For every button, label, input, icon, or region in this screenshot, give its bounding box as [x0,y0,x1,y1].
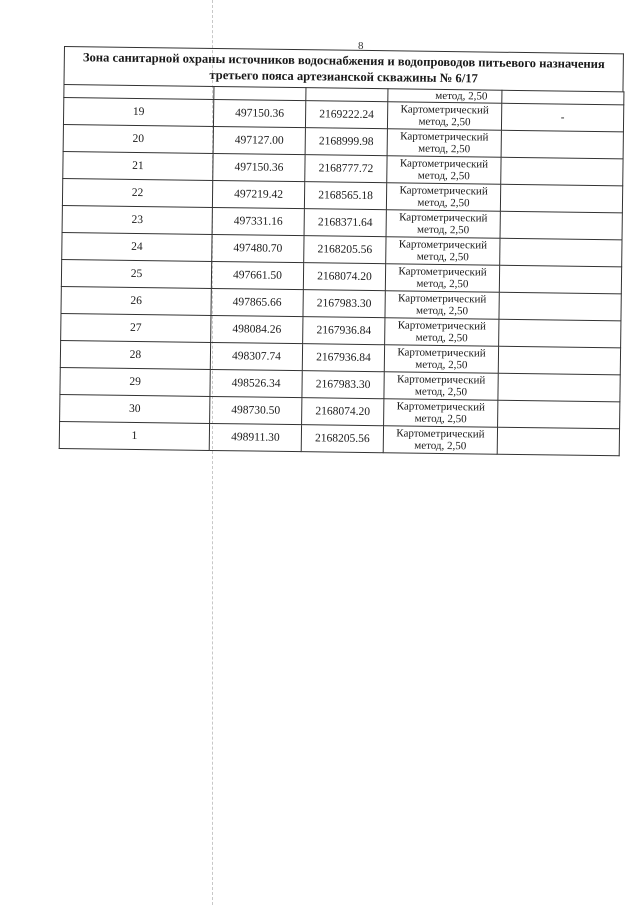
cell-x: 498307.74 [210,342,302,370]
cell-extra: - [501,103,623,132]
page-number: 8 [358,40,364,52]
cell-y: 2168565.18 [304,182,386,210]
cell-method [387,102,501,130]
cell-extra [500,184,622,213]
cell-x: 498911.30 [209,423,301,451]
cell-extra [500,238,622,267]
method-name: Картометрический [400,103,489,117]
cell-method: метод, 2,50 [388,89,502,103]
cell-number: 26 [61,286,211,315]
cell-method [384,345,498,373]
cell-extra [499,292,621,321]
coordinates-sheet [59,46,624,456]
cell-number: 23 [62,205,212,234]
method-accuracy: метод, 2,50 [416,250,469,264]
cell-extra [497,427,619,456]
cell-number: 19 [63,98,213,127]
cell-x: 497150.36 [213,153,305,181]
cell-extra [498,373,620,402]
coordinates-table-body [59,85,624,456]
cell-extra [499,319,621,348]
method-name: Картометрический [396,400,486,414]
cell-x: 497865.66 [211,288,303,316]
method-accuracy: метод, 2,50 [415,358,468,372]
cell-number: 30 [60,394,210,423]
method-accuracy: метод, 2,50 [414,385,468,399]
cell-y: 2168205.56 [301,425,383,453]
cell-y: 2169222.24 [305,101,387,129]
method-accuracy: метод, 2,50 [418,115,471,129]
cell-extra [499,265,621,294]
cell-method [384,399,498,427]
method-accuracy: метод, 2,50 [416,277,469,291]
cell-number: 22 [62,178,212,207]
method-name: Картометрический [398,238,488,252]
cell-extra [498,346,620,375]
coordinates-table [59,84,625,456]
cell-number: 27 [61,313,211,342]
method-accuracy: метод, 2,50 [417,223,470,237]
table-title-line-2: третьего пояса артезианской скважины № 6/17 [209,67,478,86]
method-accuracy: метод, 2,50 [417,169,470,183]
cell-x: 497331.16 [212,207,304,235]
cell-x: 497219.42 [212,180,304,208]
method-name: Картометрический [398,292,487,306]
cell-y: 2168999.98 [305,128,387,156]
method-name: Картометрический [399,157,489,171]
method-name: Картометрический [396,427,485,441]
cell-method [386,183,500,211]
cell-y: 2168074.20 [302,398,384,426]
cell-method [383,426,497,454]
cell-x: 498526.34 [210,369,302,397]
cell-number: 20 [63,124,213,153]
cell-x: 498730.50 [210,396,302,424]
cell-extra [501,130,623,159]
cell-y: 2168371.64 [304,209,386,237]
table-title-line-1: Зона санитарной охраны источников водоснабжения и водопроводов питьевого назначения [82,50,605,72]
cell-method [387,156,501,184]
cell-number: 24 [62,232,212,261]
method-name: Картометрический [399,184,488,198]
method-name: Картометрический [396,373,486,387]
cell-number: 21 [63,151,213,180]
method-name: Картометрический [399,211,488,225]
cell-extra [500,211,622,240]
cell-method [387,129,501,157]
cell-x: 497150.36 [213,99,305,127]
cell-method [385,318,499,346]
cell-method [385,291,499,319]
method-accuracy: метод, 2,50 [414,439,467,453]
method-accuracy: метод, 2,50 [417,196,470,210]
cell-method [386,210,500,238]
cell-y: 2167983.30 [302,371,384,399]
cell-extra [498,400,620,429]
cell-x: 497127.00 [213,126,305,154]
cell-method [386,237,500,265]
method-name: Картометрический [398,265,487,279]
cell-extra [501,157,623,186]
method-accuracy: метод, 2,50 [415,331,468,345]
cell-x: 497480.70 [212,234,304,262]
cell-number: 29 [60,367,210,396]
cell-y: 2168205.56 [304,236,386,264]
cell-y: 2167936.84 [303,317,385,345]
method-accuracy: метод, 2,50 [414,412,467,426]
cell-x: 498084.26 [211,315,303,343]
method-name: Картометрический [397,346,486,360]
method-name: Картометрический [397,319,487,333]
cell-number: 1 [59,421,209,450]
cell-x [214,86,306,100]
cell-x: 497661.50 [211,261,303,289]
cell-y: 2167936.84 [302,344,384,372]
cell-number: 25 [61,259,211,288]
cell-method [384,372,498,400]
cell-y [306,88,388,102]
cell-y: 2167983.30 [303,290,385,318]
method-name: Картометрический [400,130,489,144]
method-accuracy: метод, 2,50 [415,304,469,318]
cell-y: 2168074.20 [303,263,385,291]
method-accuracy: метод, 2,50 [418,142,471,156]
cell-y: 2168777.72 [305,155,387,183]
cell-number: 28 [60,340,210,369]
cell-method [385,264,499,292]
